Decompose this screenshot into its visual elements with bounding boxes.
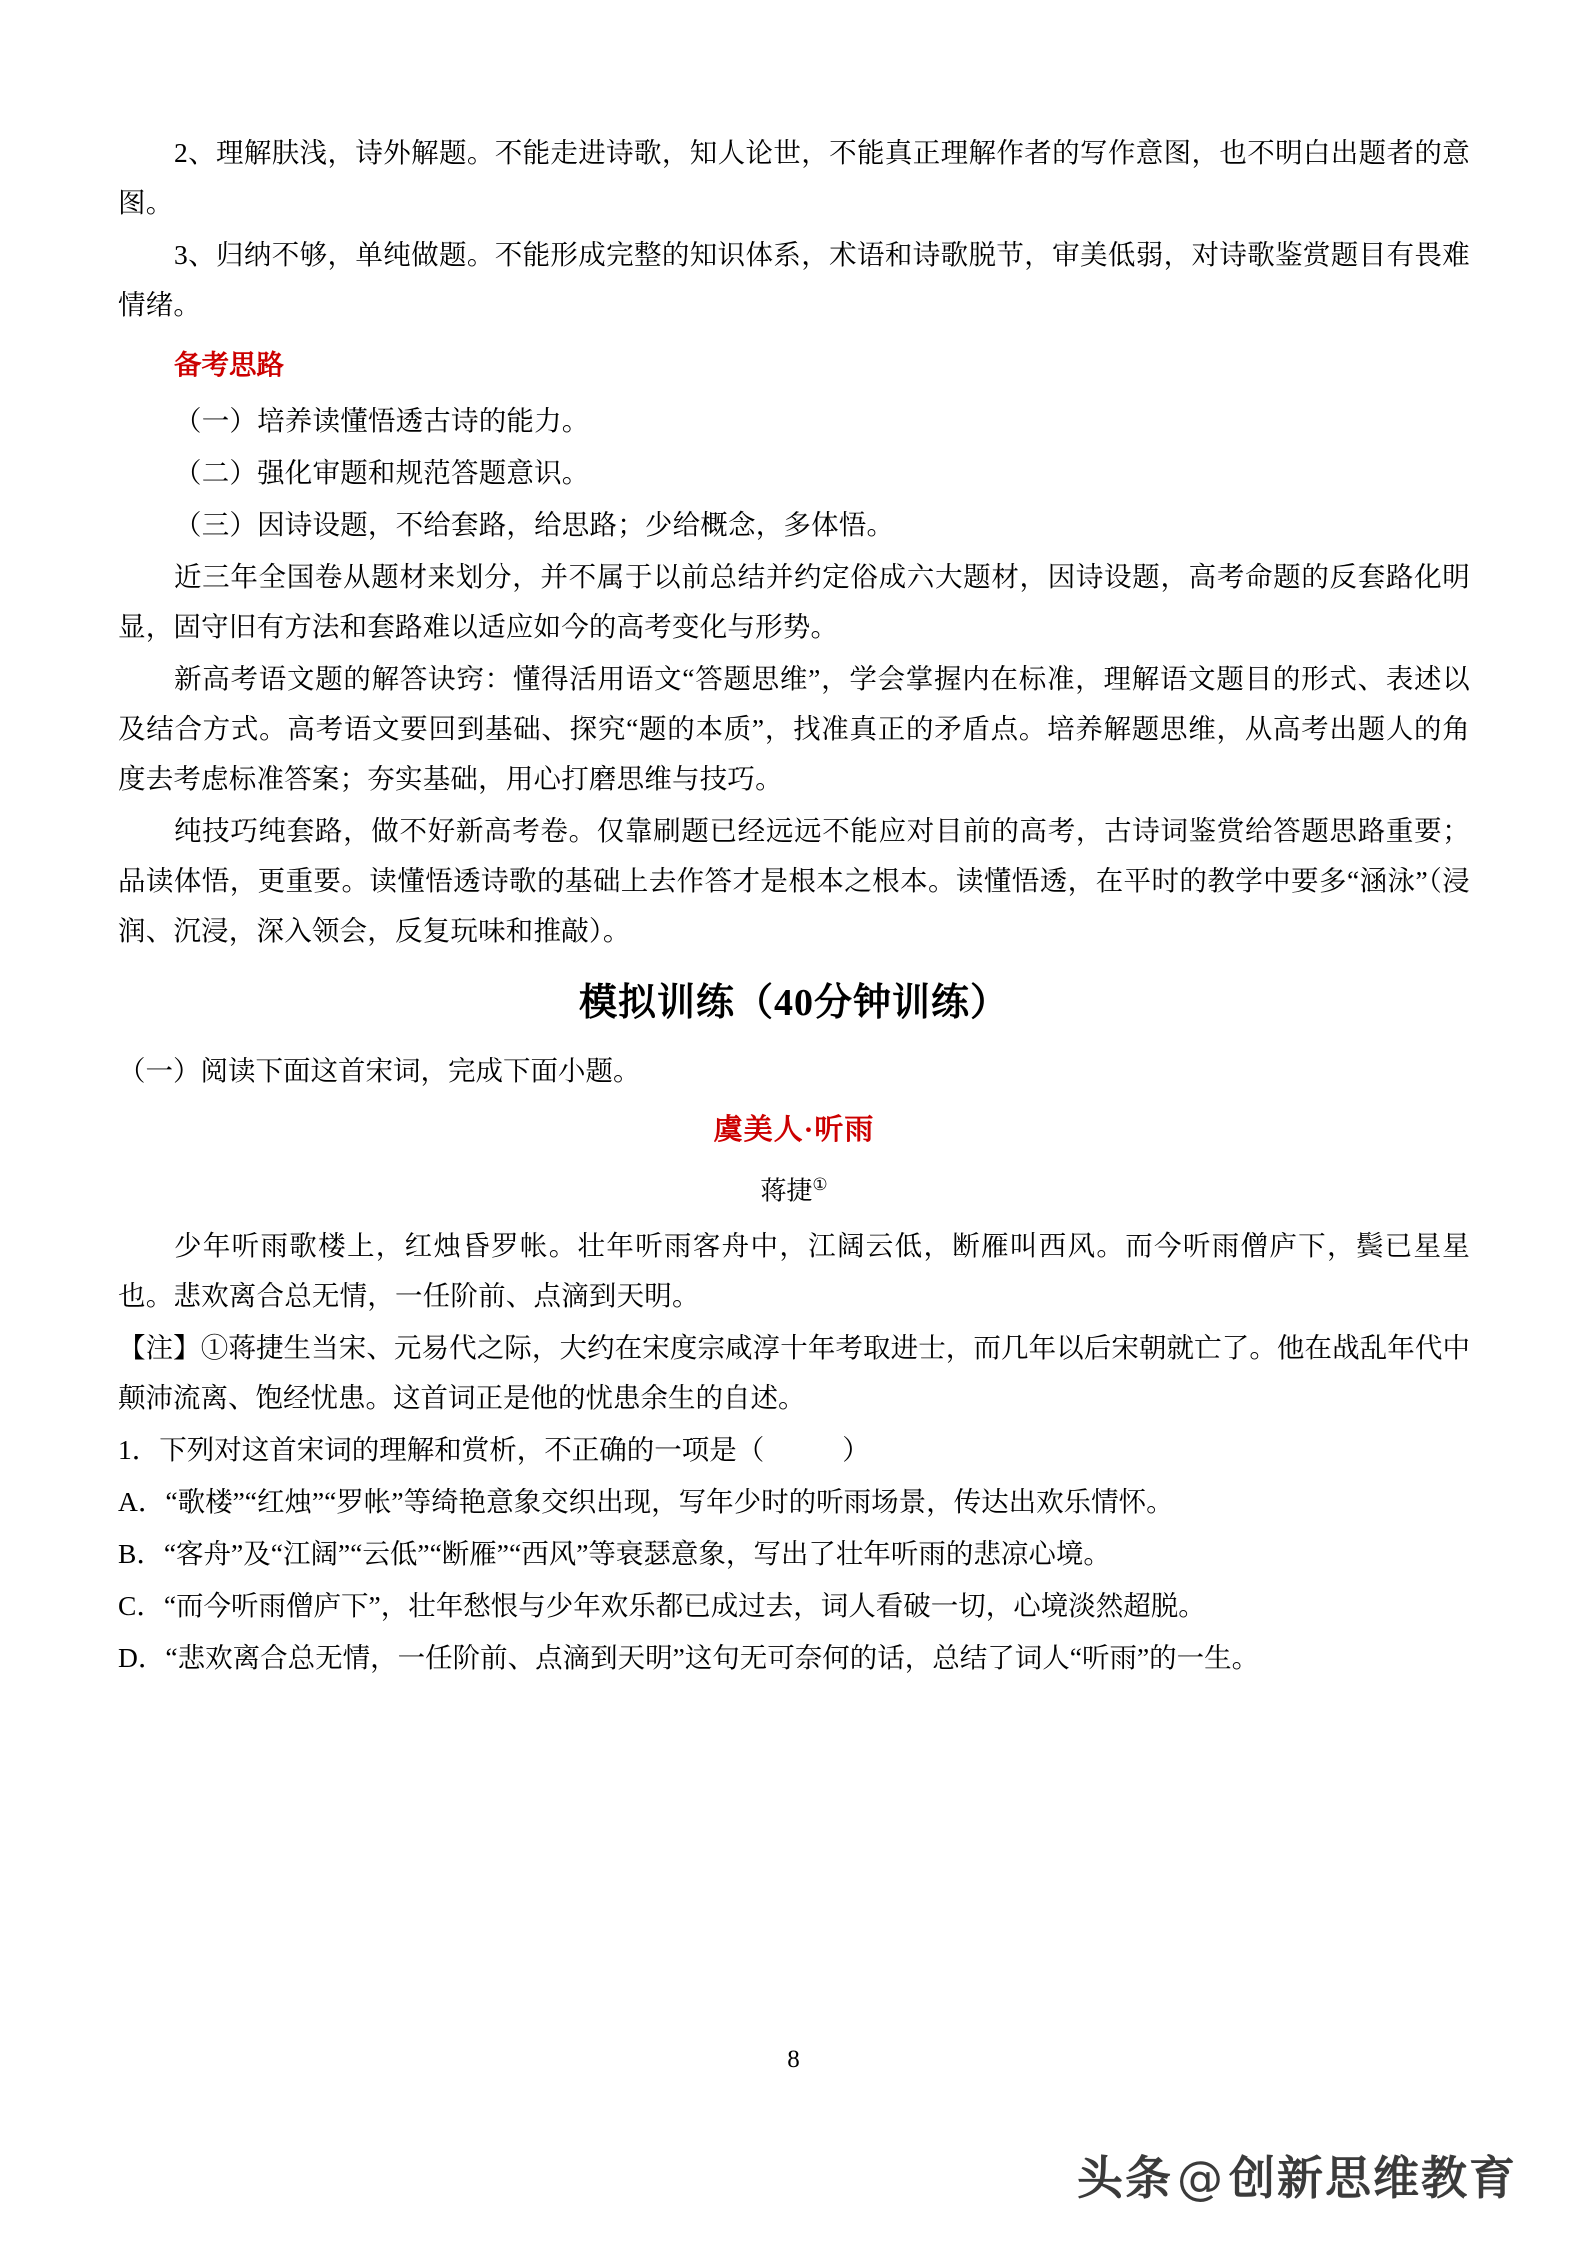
prep-item-3: （三）因诗设题，不给套路，给思路；少给概念，多体悟。 [174, 509, 895, 540]
option-b[interactable]: B．“客舟”及“江阔”“云低”“断雁”“西风”等衰瑟意象，写出了壮年听雨的悲凉心境。 [118, 1537, 1111, 1569]
prep-item-2: （二）强化审题和规范答题意识。 [174, 457, 590, 488]
document-content [118, 128, 1470, 1685]
watermark-platform: 头条 [1077, 2151, 1173, 2205]
note-label: 【注】 [118, 1331, 201, 1363]
question-number: 1． [118, 1433, 160, 1465]
poem-author-note-marker: ① [812, 1175, 828, 1194]
note-text: ①蒋捷生当宋、元易代之际，大约在宋度宗咸淳十年考取进士，而几年以后宋朝就亡了。他在战乱年代中颠沛流离、饱经忧患。这首词正是他的忧患余生的自述。 [118, 1331, 1470, 1413]
option-d[interactable]: D．“悲欢离合总无情，一任阶前、点滴到天明”这句无可奈何的话，总结了词人“听雨”的一生。 [118, 1641, 1260, 1673]
poem-author [118, 1160, 1470, 1217]
question-stem-close: ） [842, 1433, 870, 1465]
prep-paragraph-2: 新高考语文题的解答诀窍：懂得活用语文“答题思维”，学会掌握内在标准，理解语文题目的形式、表述以及结合方式。高考语文要回到基础、探究“题的本质”，找准真正的矛盾点。培养解题思维，从高考出题人的角度去考虑标准答案；夯实基础，用心打磨思维与技巧。 [118, 663, 1470, 794]
option-c[interactable]: C．“而今听雨僧庐下”，壮年愁恨与少年欢乐都已成过去，词人看破一切，心境淡然超脱。 [118, 1589, 1206, 1621]
poem-note [118, 1323, 1470, 1423]
poem-text: 少年听雨歌楼上，红烛昏罗帐。壮年听雨客舟中，江阔云低，断雁叫西风。而今听雨僧庐下，鬓已星星也。悲欢离合总无情，一任阶前、点滴到天明。 [118, 1229, 1470, 1311]
prep-paragraph-3: 纯技巧纯套路，做不好新高考卷。仅靠刷题已经远远不能应对目前的高考，古诗词鉴赏给答题思路重要；品读体悟，更重要。读懂悟透诗歌的基础上去作答才是根本之根本。读懂悟透，在平时的教学中要多“涵泳”（浸润、沉浸，深入领会，反复玩味和推敲）。 [118, 815, 1470, 946]
question-stem [118, 1425, 1470, 1475]
question-stem-text: 下列对这首宋词的理解和赏析，不正确的一项是（ [159, 1433, 765, 1465]
watermark [1077, 2148, 1517, 2208]
paragraph-item-2: 2、理解肤浅，诗外解题。不能走进诗歌，知人论世，不能真正理解作者的写作意图，也不明白出题者的意图。 [118, 137, 1470, 218]
prep-paragraph-1: 近三年全国卷从题材来划分，并不属于以前总结并约定俗成六大题材，因诗设题，高考命题的反套路化明显，固守旧有方法和套路难以适应如今的高考变化与形势。 [118, 561, 1470, 642]
training-instruction: （一）阅读下面这首宋词，完成下面小题。 [118, 1055, 641, 1086]
paragraph-item-3: 3、归纳不够，单纯做题。不能形成完整的知识体系，术语和诗歌脱节，审美低弱，对诗歌鉴赏题目有畏难情绪。 [118, 239, 1470, 320]
poem-author-name: 蒋捷 [760, 1176, 813, 1206]
page-number: 8 [787, 2046, 800, 2073]
option-a[interactable]: A．“歌楼”“红烛”“罗帐”等绮艳意象交织出现，写年少时的听雨场景，传达出欢乐情怀。 [118, 1485, 1174, 1517]
watermark-account: 创新思维教育 [1229, 2151, 1517, 2205]
watermark-at-icon: @ [1177, 2151, 1225, 2205]
poem-title: 虞美人·听雨 [713, 1114, 875, 1146]
prep-item-1: （一）培养读懂悟透古诗的能力。 [174, 405, 590, 436]
prep-section-heading: 备考思路 [174, 349, 284, 380]
training-section-title: 模拟训练（40分钟训练） [578, 982, 1009, 1024]
